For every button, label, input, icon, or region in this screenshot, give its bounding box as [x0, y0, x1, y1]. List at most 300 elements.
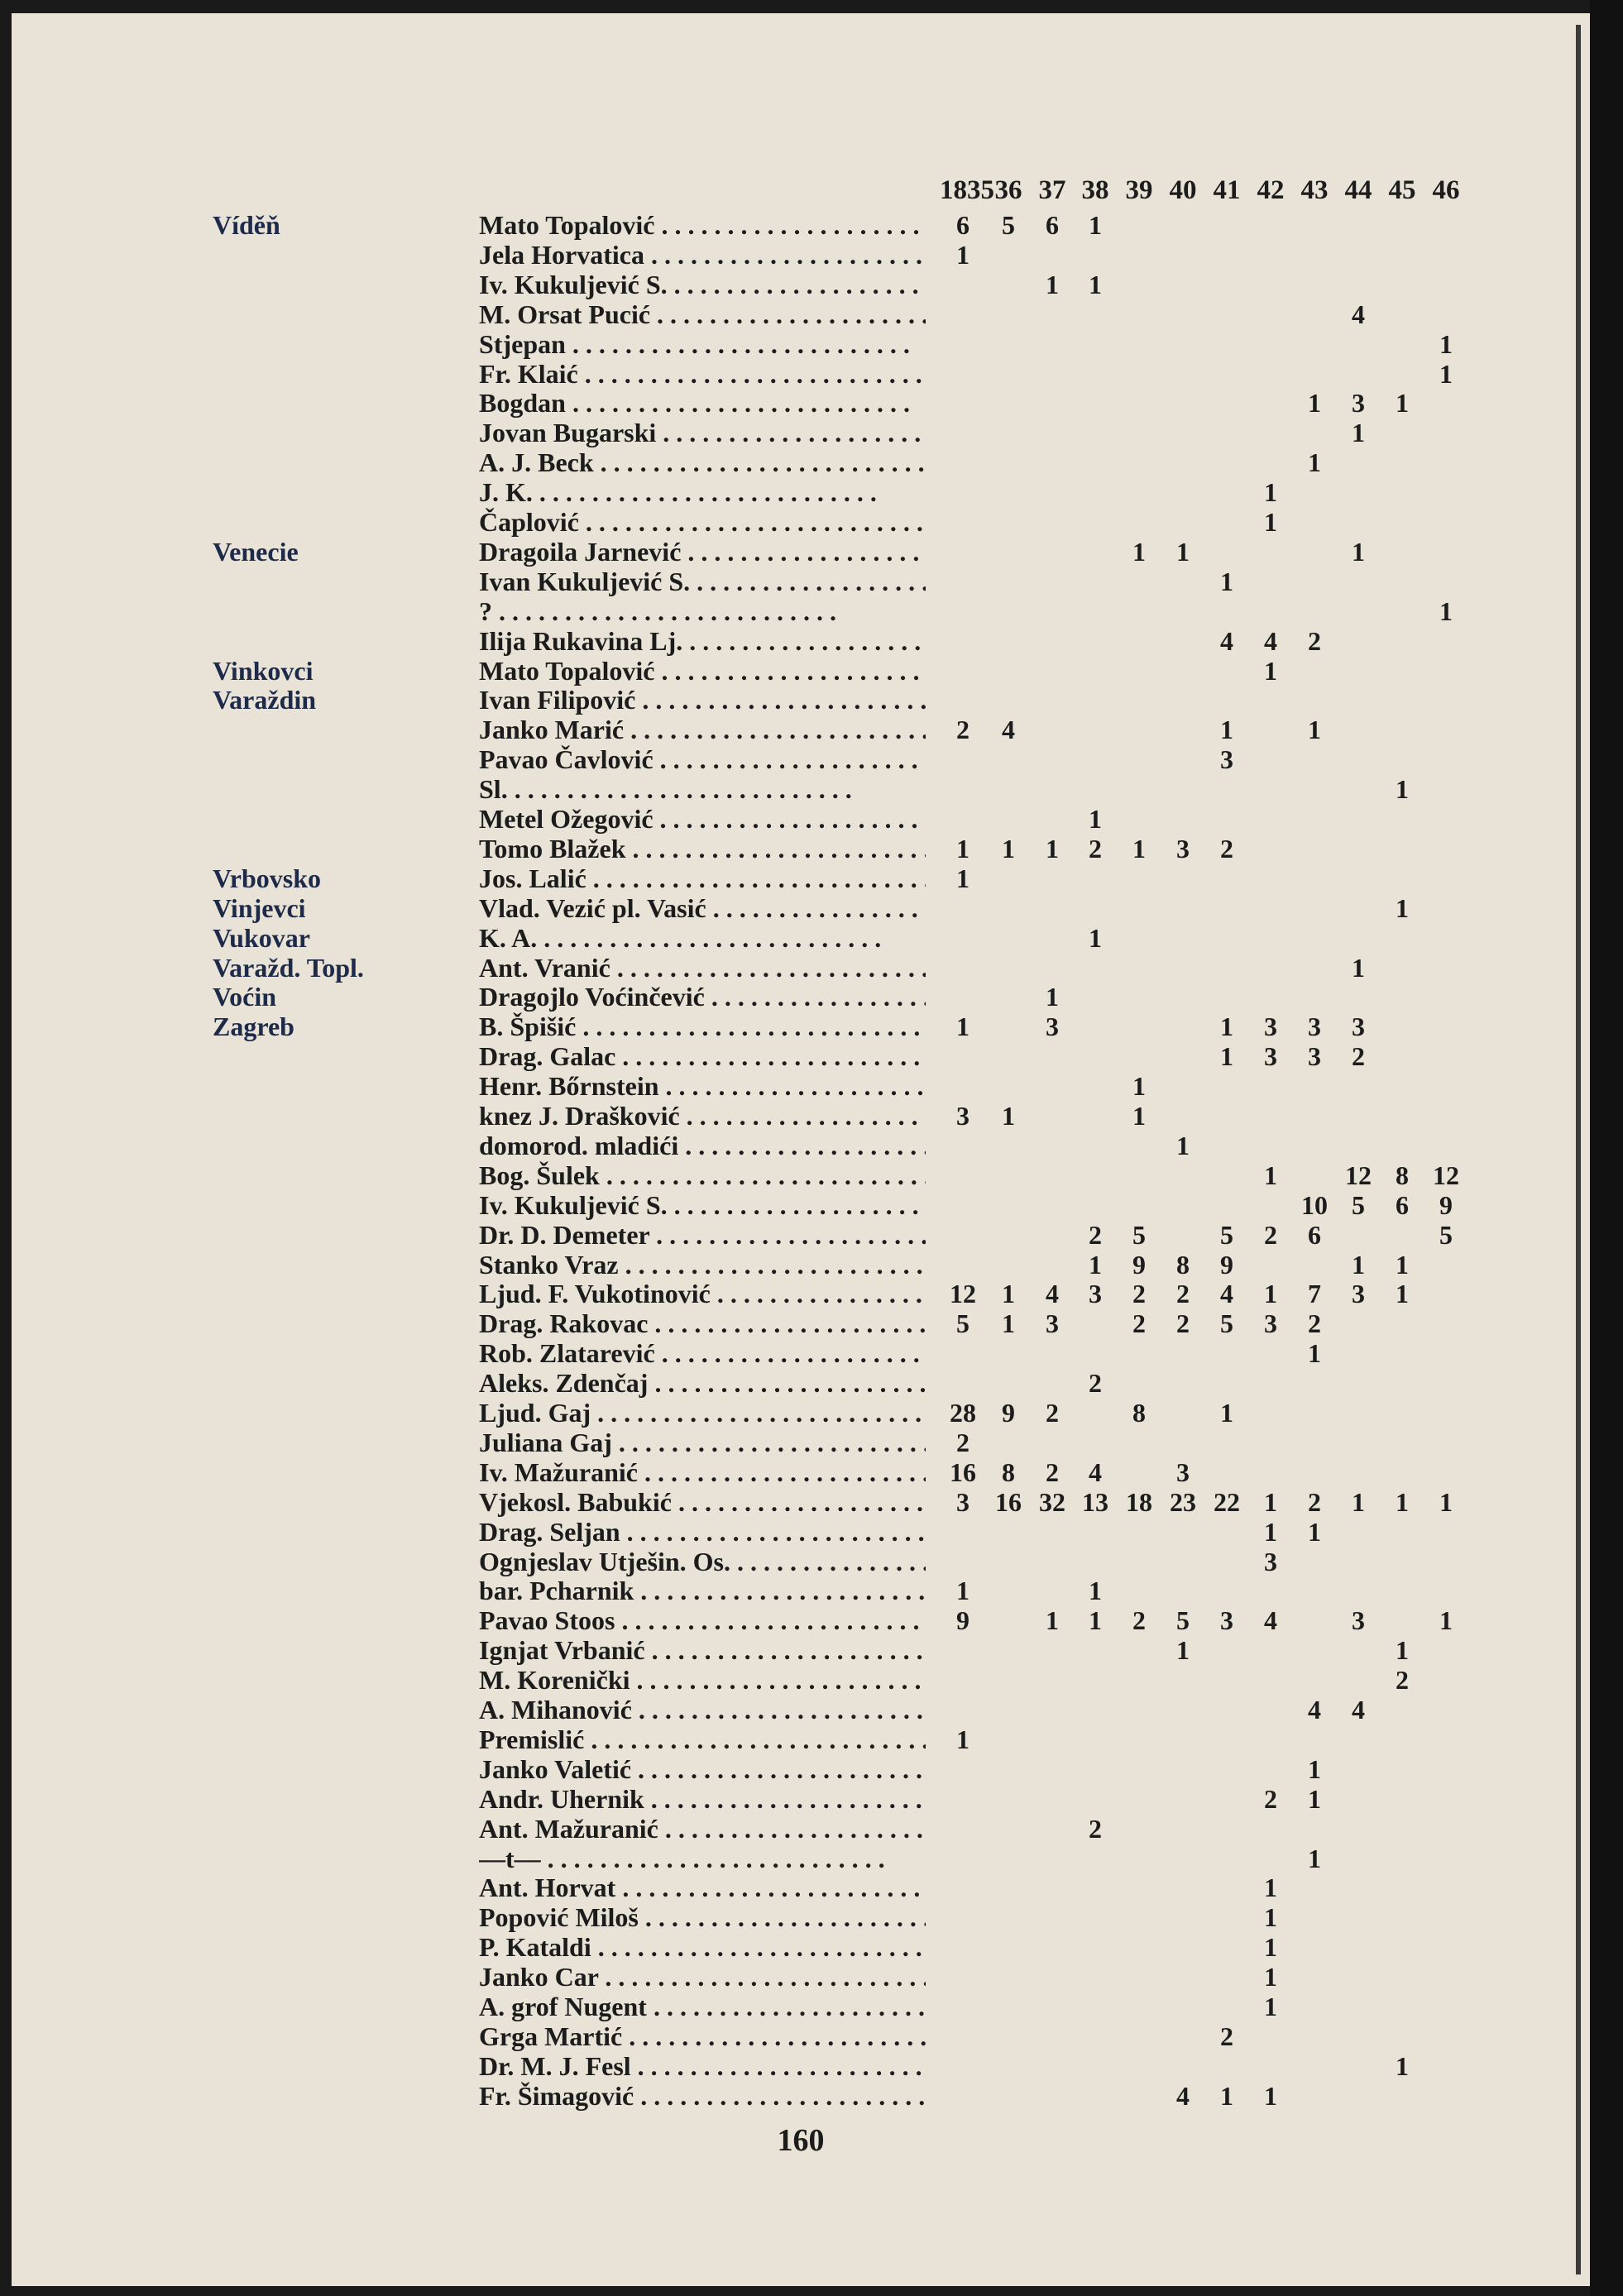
count-cell: 1 — [1220, 566, 1233, 596]
table-row — [12, 982, 1590, 1012]
count-cell: 3 — [1352, 1279, 1365, 1309]
count-cell: 1 — [1352, 418, 1365, 448]
count-cell: 3 — [1046, 1308, 1059, 1339]
count-cell: 1 — [1264, 1160, 1277, 1190]
count-cell: 18 — [1126, 1486, 1152, 1517]
count-cell: 2 — [956, 1427, 969, 1457]
year-header-cell: 1835 — [940, 175, 994, 205]
count-cell: 6 — [1396, 1189, 1409, 1220]
count-cell: 4 — [1308, 1695, 1321, 1724]
count-cell: 1 — [1264, 1486, 1277, 1517]
count-cell: 1 — [1089, 922, 1102, 953]
count-cell: 3 — [1352, 1012, 1365, 1042]
author-name: Janko Marić . . . — [479, 715, 926, 744]
count-cell: 2 — [1396, 1665, 1409, 1696]
count-cell: 2 — [1308, 1308, 1321, 1339]
count-cell: 3 — [1308, 1012, 1321, 1042]
count-cell: 2 — [1132, 1308, 1146, 1339]
table-row — [12, 1220, 1590, 1250]
place-label: Vinjevci — [213, 892, 306, 923]
table-row — [12, 774, 1590, 804]
count-cell: 1 — [1264, 1962, 1277, 1992]
author-name: Dr. D. Demeter . . . — [479, 1220, 926, 1250]
count-cell: 1 — [1264, 1992, 1277, 2021]
count-cell: 1 — [1132, 1101, 1146, 1131]
author-name: Dragojlo Voćinčević . . . — [479, 982, 926, 1012]
count-cell: 3 — [1220, 1605, 1233, 1636]
count-cell: 3 — [1089, 1279, 1102, 1309]
table-row — [12, 2081, 1590, 2111]
count-cell: 5 — [1439, 1219, 1453, 1250]
count-cell: 2 — [1089, 1368, 1102, 1399]
year-header-cell: 45 — [1388, 175, 1416, 205]
author-name: Ljud. Gaj . . . — [479, 1398, 926, 1428]
author-name: B. Špišić . . . — [479, 1012, 926, 1041]
count-cell: 5 — [1176, 1605, 1190, 1636]
table-row — [12, 1754, 1590, 1784]
author-name: Mato Topalović . . . — [479, 656, 926, 686]
count-cell: 1 — [1046, 1605, 1059, 1636]
table-row — [12, 1605, 1590, 1635]
count-cell: 1 — [956, 1724, 969, 1754]
year-header-cell: 44 — [1344, 175, 1372, 205]
count-cell: 2 — [1308, 1486, 1321, 1517]
count-cell: 1 — [1220, 1398, 1233, 1428]
table-row — [12, 953, 1590, 983]
table-row — [12, 1250, 1590, 1280]
table-row — [12, 1665, 1590, 1695]
count-cell: 1 — [1264, 1873, 1277, 1903]
table-row — [12, 1873, 1590, 1902]
count-cell: 16 — [995, 1486, 1022, 1517]
table-row — [12, 1338, 1590, 1368]
count-cell: 1 — [956, 833, 969, 863]
count-cell: 4 — [1002, 715, 1015, 745]
count-cell: 5 — [1002, 210, 1015, 240]
count-cell: 2 — [1089, 833, 1102, 863]
author-name: M. Orsat Pucić . . . — [479, 299, 926, 329]
table-row — [12, 1576, 1590, 1605]
table-row — [12, 1547, 1590, 1576]
count-cell: 1 — [1220, 715, 1233, 745]
table-row — [12, 447, 1590, 477]
page-binding — [1576, 25, 1581, 2274]
count-cell: 1 — [1089, 269, 1102, 299]
author-name: Fr. Klaić . . . — [479, 359, 926, 389]
year-header — [12, 175, 1590, 212]
author-name: Popović Miloš . . . — [479, 1902, 926, 1932]
count-cell: 3 — [1176, 1457, 1190, 1487]
author-name: Ant. Vranić . . . — [479, 953, 926, 983]
author-name: J. K. . . . — [479, 477, 926, 507]
year-header-cell: 38 — [1081, 175, 1109, 205]
author-name: Stanko Vraz . . . — [479, 1250, 926, 1280]
author-name: A. J. Beck . . . — [479, 447, 926, 477]
count-cell: 6 — [1308, 1219, 1321, 1250]
scan-edge — [1590, 0, 1623, 2296]
author-name: Drag. Rakovac . . . — [479, 1308, 926, 1338]
count-cell: 2 — [1132, 1605, 1146, 1636]
count-cell: 1 — [1308, 447, 1321, 478]
count-cell: 3 — [1264, 1041, 1277, 1072]
place-label: Varaždin — [213, 685, 317, 715]
table-row — [12, 1398, 1590, 1428]
count-cell: 7 — [1308, 1279, 1321, 1309]
author-name: Henr. Bőrnstein . . . — [479, 1071, 926, 1101]
count-cell: 2 — [1089, 1813, 1102, 1844]
author-name: Dragoila Jarnević . . . — [479, 537, 926, 567]
count-cell: 1 — [1396, 892, 1409, 923]
author-name: Dr. M. J. Fesl . . . — [479, 2051, 926, 2081]
author-name: Mato Topalović . . . — [479, 210, 926, 240]
count-cell: 5 — [956, 1308, 969, 1339]
count-cell: 2 — [1264, 1783, 1277, 1814]
table-row — [12, 210, 1590, 240]
count-cell: 1 — [1089, 210, 1102, 240]
count-cell: 2 — [1264, 1219, 1277, 1250]
table-row — [12, 2051, 1590, 2081]
count-cell: 1 — [1439, 596, 1453, 626]
count-cell: 1 — [1396, 1486, 1409, 1517]
count-cell: 3 — [1264, 1308, 1277, 1339]
count-cell: 9 — [1002, 1398, 1015, 1428]
author-name: Pavao Čavlović . . . — [479, 744, 926, 774]
count-cell: 3 — [1046, 1012, 1059, 1042]
count-cell: 1 — [1396, 1249, 1409, 1280]
table-row — [12, 1784, 1590, 1814]
table-row — [12, 329, 1590, 359]
author-name: Juliana Gaj . . . — [479, 1428, 926, 1457]
count-cell: 28 — [950, 1398, 976, 1428]
table-row — [12, 1131, 1590, 1160]
author-name: Stjepan . . . — [479, 329, 926, 359]
book-page — [12, 13, 1590, 2286]
count-cell: 1 — [1396, 2050, 1409, 2081]
count-cell: 1 — [1264, 507, 1277, 537]
count-cell: 3 — [1220, 744, 1233, 775]
count-cell: 1 — [1176, 1130, 1190, 1160]
count-cell: 16 — [950, 1457, 976, 1487]
count-cell: 9 — [956, 1605, 969, 1636]
author-name: Bogdan . . . — [479, 388, 926, 418]
count-cell: 1 — [1264, 655, 1277, 686]
place-label: Zagreb — [213, 1012, 294, 1042]
author-name: Jela Horvatica . . . — [479, 240, 926, 270]
author-name: Iv. Kukuljević S. . . . — [479, 1190, 926, 1220]
count-cell: 9 — [1439, 1189, 1453, 1220]
table-row — [12, 270, 1590, 299]
table-row — [12, 1517, 1590, 1547]
year-header-cell: 43 — [1300, 175, 1329, 205]
table-row — [12, 1487, 1590, 1517]
table-row — [12, 1695, 1590, 1724]
count-cell: 1 — [1396, 388, 1409, 419]
count-cell: 1 — [1439, 1486, 1453, 1517]
table-row — [12, 1160, 1590, 1190]
table-row — [12, 2021, 1590, 2051]
count-cell: 1 — [1046, 833, 1059, 863]
table-row — [12, 1962, 1590, 1992]
place-label: Vinkovci — [213, 655, 314, 686]
table-row — [12, 1457, 1590, 1487]
count-cell: 1 — [1352, 536, 1365, 567]
count-cell: 2 — [956, 715, 969, 745]
count-cell: 1 — [1352, 1486, 1365, 1517]
count-cell: 1 — [1002, 833, 1015, 863]
count-cell: 2 — [1220, 2021, 1233, 2051]
count-cell: 4 — [1220, 625, 1233, 656]
table-row — [12, 626, 1590, 656]
count-cell: 10 — [1301, 1189, 1328, 1220]
count-cell: 22 — [1214, 1486, 1240, 1517]
count-cell: 1 — [1220, 1012, 1233, 1042]
count-cell: 2 — [1176, 1308, 1190, 1339]
count-cell: 1 — [1352, 952, 1365, 983]
count-cell: 8 — [1176, 1249, 1190, 1280]
count-cell: 1 — [1132, 1071, 1146, 1102]
count-cell: 1 — [1089, 1605, 1102, 1636]
table-row — [12, 418, 1590, 447]
place-label: Vrbovsko — [213, 863, 321, 893]
count-cell: 1 — [1308, 388, 1321, 419]
count-cell: 2 — [1089, 1219, 1102, 1250]
author-name: Iv. Mažuranić . . . — [479, 1457, 926, 1487]
count-cell: 4 — [1352, 1695, 1365, 1724]
author-name: Janko Valetić . . . — [479, 1754, 926, 1784]
count-cell: 1 — [1308, 1753, 1321, 1784]
author-name: Drag. Galac . . . — [479, 1041, 926, 1071]
author-name: knez J. Drašković . . . — [479, 1101, 926, 1131]
author-name: bar. Pcharnik . . . — [479, 1576, 926, 1605]
table-row — [12, 923, 1590, 953]
author-name: Drag. Seljan . . . — [479, 1517, 926, 1547]
count-cell: 5 — [1132, 1219, 1146, 1250]
count-cell: 2 — [1046, 1457, 1059, 1487]
count-cell: 3 — [1352, 1605, 1365, 1636]
table-row — [12, 477, 1590, 507]
count-cell: 2 — [1132, 1279, 1146, 1309]
count-cell: 1 — [1308, 1516, 1321, 1547]
count-cell: 4 — [1264, 625, 1277, 656]
author-name: Rob. Zlatarević . . . — [479, 1338, 926, 1368]
table-row — [12, 1844, 1590, 1873]
year-header-cell: 46 — [1432, 175, 1460, 205]
table-row — [12, 1190, 1590, 1220]
table-row — [12, 744, 1590, 774]
count-cell: 1 — [1308, 1783, 1321, 1814]
table-row — [12, 685, 1590, 715]
table-row — [12, 1279, 1590, 1308]
count-cell: 3 — [1308, 1041, 1321, 1072]
count-cell: 1 — [1002, 1308, 1015, 1339]
count-cell: 1 — [1439, 1605, 1453, 1636]
count-cell: 4 — [1089, 1457, 1102, 1487]
author-name: Ivan Filipović . . . — [479, 685, 926, 715]
count-cell: 3 — [1352, 388, 1365, 419]
count-cell: 4 — [1220, 1279, 1233, 1309]
count-cell: 23 — [1170, 1486, 1196, 1517]
table-row — [12, 1635, 1590, 1665]
table-row — [12, 1041, 1590, 1071]
table-row — [12, 893, 1590, 923]
count-cell: 6 — [1046, 210, 1059, 240]
count-cell: 1 — [956, 1012, 969, 1042]
table-row — [12, 507, 1590, 537]
count-cell: 8 — [1132, 1398, 1146, 1428]
place-label: Venecie — [213, 536, 299, 567]
count-cell: 1 — [1089, 1249, 1102, 1280]
author-name: —t— . . . — [479, 1844, 926, 1873]
place-label: Varažd. Topl. — [213, 952, 364, 983]
count-cell: 1 — [1439, 358, 1453, 389]
count-cell: 5 — [1352, 1189, 1365, 1220]
table-row — [12, 1724, 1590, 1754]
count-cell: 2 — [1308, 625, 1321, 656]
count-cell: 6 — [956, 210, 969, 240]
table-row — [12, 388, 1590, 418]
table-row — [12, 863, 1590, 893]
count-cell: 1 — [956, 1576, 969, 1606]
place-label: Vukovar — [213, 922, 310, 953]
table-row — [12, 1071, 1590, 1101]
author-name: Jovan Bugarski . . . — [479, 418, 926, 447]
count-cell: 4 — [1264, 1605, 1277, 1636]
count-cell: 3 — [956, 1486, 969, 1517]
count-cell: 2 — [1352, 1041, 1365, 1072]
author-name: domorod. mladići . . . — [479, 1131, 926, 1160]
author-name: K. A. . . . — [479, 923, 926, 953]
count-cell: 1 — [1132, 833, 1146, 863]
count-cell: 1 — [1046, 269, 1059, 299]
author-name: A. grof Nugent . . . — [479, 1992, 926, 2021]
author-name: Ant. Mažuranić . . . — [479, 1814, 926, 1844]
author-name: ? . . . — [479, 596, 926, 626]
table-row — [12, 567, 1590, 596]
count-cell: 13 — [1082, 1486, 1108, 1517]
author-name: Andr. Uhernik . . . — [479, 1784, 926, 1814]
count-cell: 32 — [1039, 1486, 1065, 1517]
author-name: Premislić . . . — [479, 1724, 926, 1754]
table-row — [12, 1101, 1590, 1131]
table-row — [12, 804, 1590, 834]
page-number: 160 — [777, 2123, 825, 2158]
table-row — [12, 1932, 1590, 1962]
count-cell: 5 — [1220, 1219, 1233, 1250]
count-cell: 1 — [956, 863, 969, 893]
author-name: A. Mihanović . . . — [479, 1695, 926, 1724]
count-cell: 1 — [1220, 1041, 1233, 1072]
count-cell: 3 — [1264, 1012, 1277, 1042]
count-cell: 3 — [956, 1101, 969, 1131]
author-name: M. Korenički . . . — [479, 1665, 926, 1695]
author-name: Janko Car . . . — [479, 1962, 926, 1992]
count-cell: 3 — [1264, 1546, 1277, 1576]
year-header-cell: 40 — [1169, 175, 1197, 205]
author-name: Bog. Šulek . . . — [479, 1160, 926, 1190]
count-cell: 12 — [950, 1279, 976, 1309]
author-name: Grga Martić . . . — [479, 2021, 926, 2051]
count-cell: 1 — [1220, 2080, 1233, 2111]
table-row — [12, 834, 1590, 863]
author-name: P. Kataldi . . . — [479, 1932, 926, 1962]
year-header-cell: 39 — [1125, 175, 1153, 205]
count-cell: 8 — [1396, 1160, 1409, 1190]
table-row — [12, 656, 1590, 686]
count-cell: 5 — [1220, 1308, 1233, 1339]
count-cell: 1 — [1089, 804, 1102, 834]
count-cell: 8 — [1002, 1457, 1015, 1487]
table-row — [12, 240, 1590, 270]
table-row — [12, 359, 1590, 389]
author-name: Vjekosl. Babukić . . . — [479, 1487, 926, 1517]
author-name: Ilija Rukavina Lj. . . . — [479, 626, 926, 656]
author-name: Jos. Lalić . . . — [479, 863, 926, 893]
author-name: Čaplović . . . — [479, 507, 926, 537]
author-name: Ignjat Vrbanić . . . — [479, 1635, 926, 1665]
count-cell: 1 — [1264, 1902, 1277, 1933]
count-cell: 1 — [1439, 328, 1453, 359]
year-header-cell: 42 — [1257, 175, 1285, 205]
table-row — [12, 715, 1590, 744]
count-cell: 9 — [1132, 1249, 1146, 1280]
count-cell: 3 — [1176, 833, 1190, 863]
author-name: Aleks. Zdenčaj . . . — [479, 1368, 926, 1398]
place-label: Voćin — [213, 982, 277, 1012]
table-row — [12, 1992, 1590, 2021]
count-cell: 1 — [1089, 1576, 1102, 1606]
author-name: Tomo Blažek . . . — [479, 834, 926, 863]
count-cell: 1 — [1046, 982, 1059, 1012]
count-cell: 1 — [1396, 1279, 1409, 1309]
place-label: Víděň — [213, 210, 280, 240]
table-row — [12, 537, 1590, 567]
count-cell: 1 — [1176, 536, 1190, 567]
count-cell: 1 — [1352, 1249, 1365, 1280]
author-name: Ljud. F. Vukotinović . . . — [479, 1279, 926, 1308]
count-cell: 2 — [1046, 1398, 1059, 1428]
count-cell: 1 — [1264, 2080, 1277, 2111]
count-cell: 1 — [1176, 1635, 1190, 1666]
count-cell: 12 — [1345, 1160, 1372, 1190]
count-cell: 2 — [1176, 1279, 1190, 1309]
table-row — [12, 1368, 1590, 1398]
table-row — [12, 1814, 1590, 1844]
table-row — [12, 1902, 1590, 1932]
year-header-cell: 37 — [1038, 175, 1066, 205]
year-header-cell: 36 — [994, 175, 1022, 205]
table-row — [12, 596, 1590, 626]
author-name: Ant. Horvat . . . — [479, 1873, 926, 1902]
count-cell: 1 — [1396, 1635, 1409, 1666]
year-header-cell: 41 — [1213, 175, 1241, 205]
count-cell: 1 — [956, 239, 969, 270]
author-name: Sl. . . . — [479, 774, 926, 804]
count-cell: 1 — [1132, 536, 1146, 567]
author-name: Iv. Kukuljević S. . . . — [479, 270, 926, 299]
count-cell: 4 — [1176, 2080, 1190, 2111]
count-cell: 1 — [1264, 1516, 1277, 1547]
count-cell: 1 — [1264, 1279, 1277, 1309]
author-name: Vlad. Vezić pl. Vasić . . . — [479, 893, 926, 923]
author-name: Pavao Stoos . . . — [479, 1605, 926, 1635]
table-row — [12, 299, 1590, 329]
count-cell: 4 — [1046, 1279, 1059, 1309]
count-cell: 9 — [1220, 1249, 1233, 1280]
table-row — [12, 1308, 1590, 1338]
count-cell: 1 — [1002, 1279, 1015, 1309]
count-cell: 1 — [1308, 1338, 1321, 1369]
table-row — [12, 1012, 1590, 1041]
